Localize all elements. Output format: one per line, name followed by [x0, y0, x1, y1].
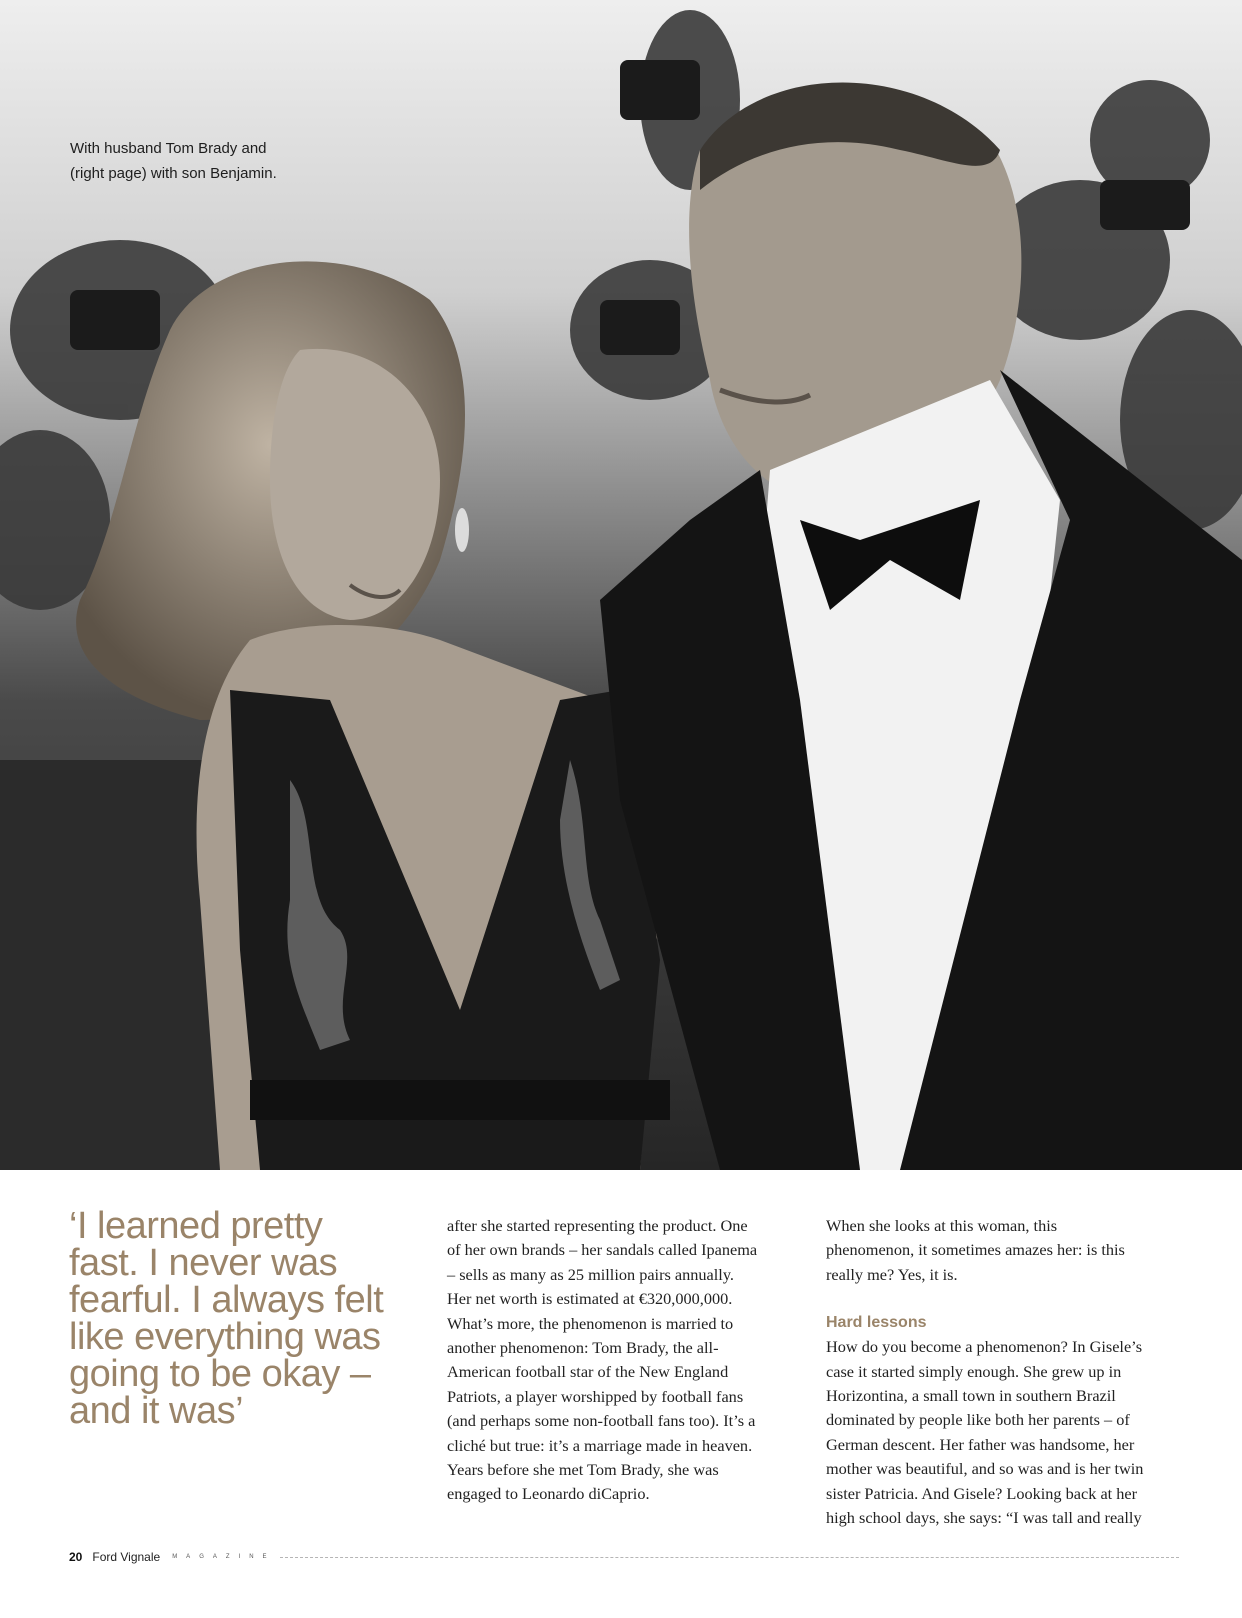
body-line: (and perhaps some non-football fans too). It’s a: [447, 1411, 756, 1431]
page-footer: [69, 1546, 1179, 1568]
pull-quote-line: like everything was: [69, 1316, 381, 1358]
caption-line: With husband Tom Brady and: [70, 140, 267, 157]
body-line: case it started simply enough. She grew up in: [826, 1361, 1122, 1381]
body-line: Years before she met Tom Brady, she was: [447, 1460, 719, 1480]
pull-quote-line: ‘I learned pretty: [69, 1205, 323, 1247]
caption-line: (right page) with son Benjamin.: [70, 165, 277, 182]
pull-quote-line: fearful. I always felt: [69, 1279, 384, 1321]
body-line: How do you become a phenomenon? In Gisele’s: [826, 1337, 1143, 1357]
footer-brand: Ford Vignale: [92, 1550, 161, 1564]
body-line: Horizontina, a small town in southern Brazil: [826, 1386, 1116, 1406]
body-line: really me? Yes, it is.: [826, 1264, 958, 1284]
body-line: – sells as many as 25 million pairs annually.: [447, 1264, 734, 1284]
body-line: American football star of the New England: [447, 1362, 729, 1382]
body-line: sister Patricia. And Gisele? Looking back at her: [826, 1483, 1138, 1503]
article-column-2: [447, 1214, 792, 1507]
body-line: What’s more, the phenomenon is married to: [447, 1313, 734, 1333]
body-line: Patriots, a player worshipped by football fans: [447, 1386, 744, 1406]
article-column-3: [826, 1214, 1178, 1530]
pull-quote-line: fast. I never was: [69, 1242, 338, 1284]
body-line: German descent. Her father was handsome, her: [826, 1434, 1135, 1454]
footer-divider: [280, 1557, 1179, 1558]
body-line: phenomenon, it sometimes amazes her: is this: [826, 1240, 1125, 1260]
body-line: mother was beautiful, and so was and is her twin: [826, 1459, 1144, 1479]
section-subhead: Hard lessons: [826, 1314, 927, 1332]
body-line: dominated by people like both her parents – of: [826, 1410, 1130, 1430]
body-line: high school days, she says: “I was tall and really: [826, 1508, 1142, 1528]
body-line: When she looks at this woman, this: [826, 1216, 1058, 1235]
pull-quote: [69, 1205, 419, 1432]
body-line: engaged to Leonardo diCaprio.: [447, 1484, 650, 1504]
body-line: cliché but true: it’s a marriage made in heaven.: [447, 1435, 753, 1455]
body-line: another phenomenon: Tom Brady, the all-: [447, 1338, 719, 1358]
pull-quote-line: and it was’: [69, 1390, 244, 1432]
body-line: after she started representing the product. One: [447, 1216, 748, 1235]
photo-caption: [70, 136, 330, 186]
page-number: 20: [69, 1550, 83, 1564]
pull-quote-line: going to be okay –: [69, 1353, 371, 1395]
body-line: of her own brands – her sandals called Ipanema: [447, 1240, 758, 1260]
footer-magazine-label: MAGAZINE: [172, 1554, 276, 1560]
body-line: Her net worth is estimated at €320,000,000.: [447, 1289, 733, 1309]
